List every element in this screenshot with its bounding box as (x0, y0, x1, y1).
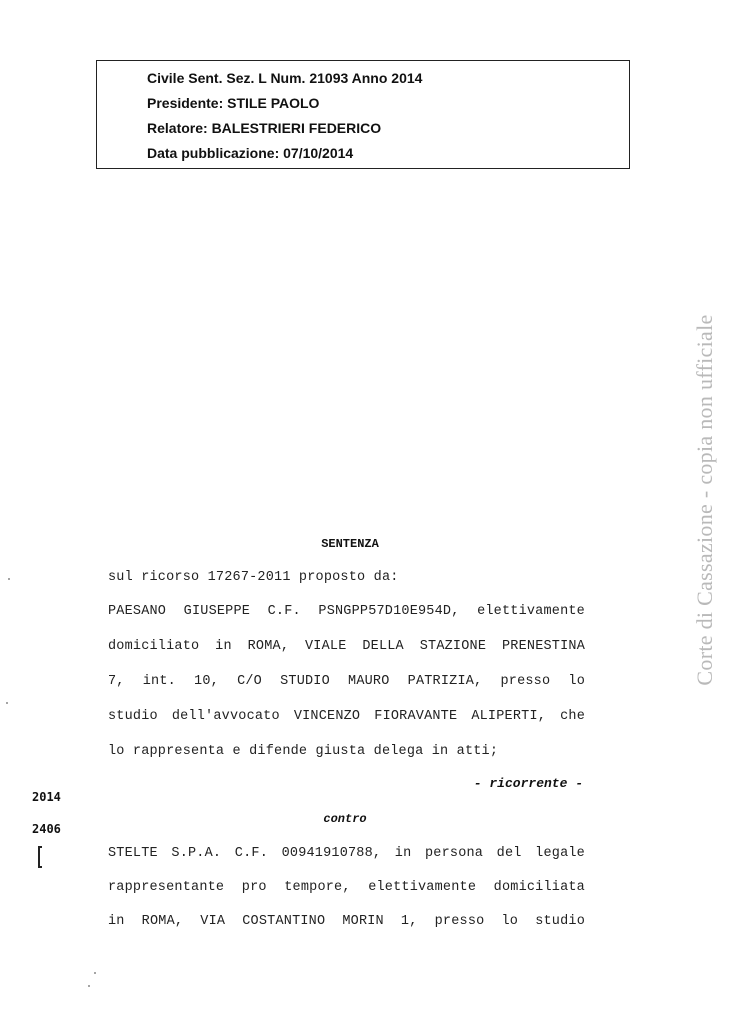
body-line: PAESANO GIUSEPPE C.F. PSNGPP57D10E954D, elettivamente (108, 604, 585, 619)
margin-number: 2406 (32, 822, 61, 836)
body-line: rappresentante pro tempore, elettivamente domiciliata (108, 880, 585, 895)
case-header-box (96, 60, 630, 169)
scan-speck (94, 972, 96, 974)
body-line: 7, int. 10, C/O STUDIO MAURO PATRIZIA, presso lo (108, 674, 585, 689)
body-line: in ROMA, VIA COSTANTINO MORIN 1, presso lo studio (108, 914, 585, 929)
margin-bracket-mark (38, 846, 42, 868)
publication-date: Data pubblicazione: 07/10/2014 (147, 145, 354, 161)
margin-year: 2014 (32, 790, 61, 804)
case-reference: Civile Sent. Sez. L Num. 21093 Anno 2014 (147, 70, 423, 86)
body-line: sul ricorso 17267-2011 proposto da: (108, 570, 399, 585)
presidente: Presidente: STILE PAOLO (147, 95, 320, 111)
body-line: lo rappresenta e difende giusta delega in atti; (108, 744, 499, 759)
body-line: STELTE S.P.A. C.F. 00941910788, in persona del legale (108, 846, 585, 861)
scan-speck (88, 985, 90, 987)
contro-heading: contro (323, 812, 367, 826)
role-ricorrente: - ricorrente - (473, 776, 583, 791)
scan-speck (8, 578, 10, 580)
scan-speck (6, 702, 8, 704)
document-title: SENTENZA (321, 537, 379, 551)
body-line: studio dell'avvocato VINCENZO FIORAVANTE ALIPERTI, che (108, 709, 585, 724)
watermark: Corte di Cassazione - copia non ufficiale (692, 314, 717, 686)
body-line: domiciliato in ROMA, VIALE DELLA STAZIONE PRENESTINA (108, 639, 585, 654)
relatore: Relatore: BALESTRIERI FEDERICO (147, 120, 382, 136)
